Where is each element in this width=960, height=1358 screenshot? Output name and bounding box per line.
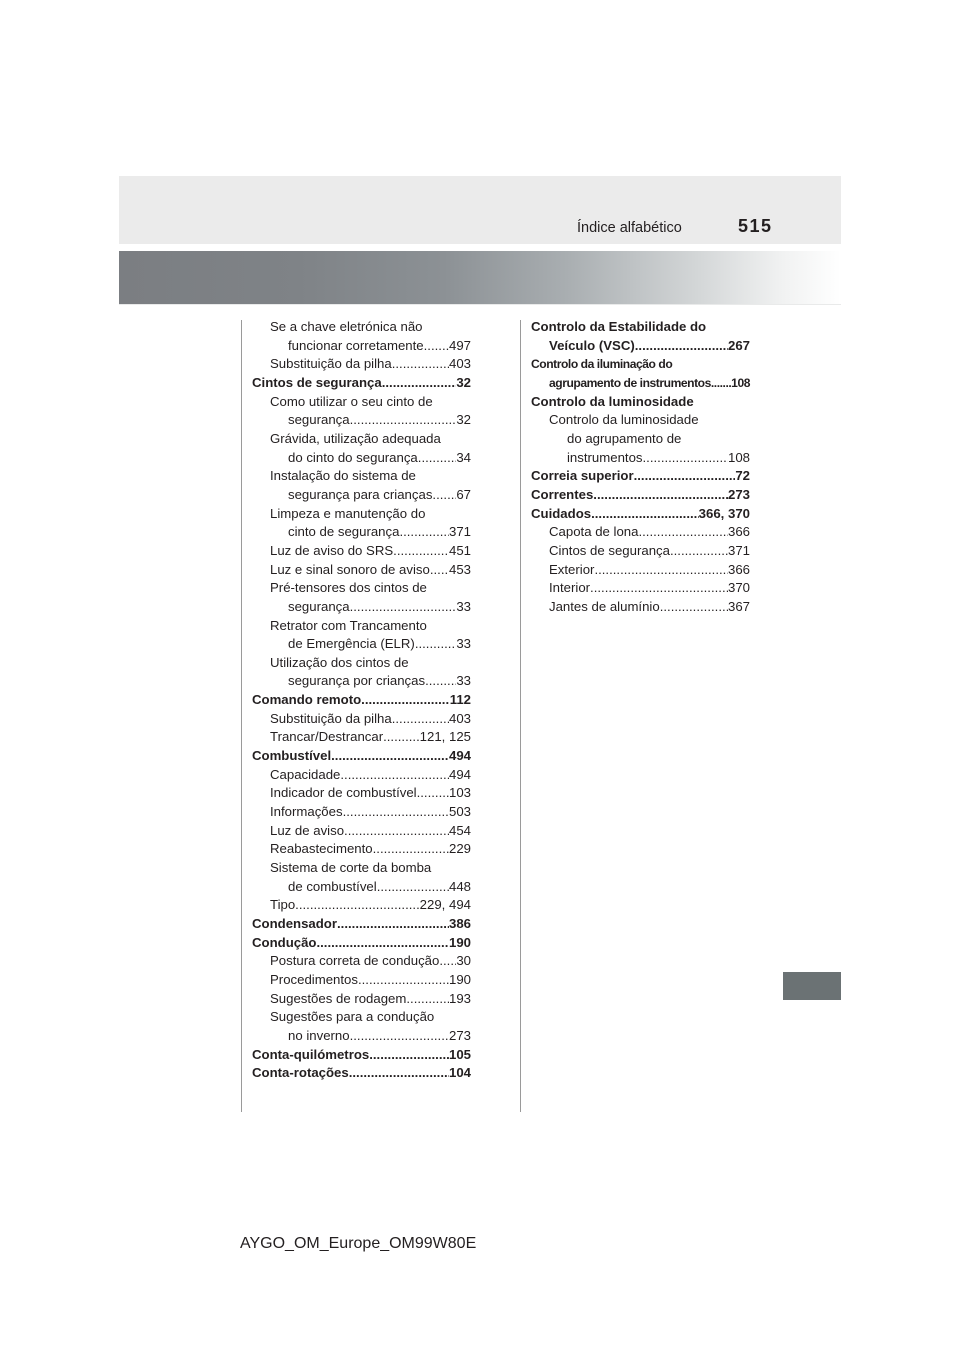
index-sub-entry bbox=[252, 766, 471, 785]
index-sub-entry bbox=[531, 523, 750, 542]
page-reference: 34 bbox=[456, 449, 471, 465]
entry-text: Substituição da pilha bbox=[270, 710, 392, 726]
dot-leader bbox=[425, 672, 456, 691]
index-sub-entry bbox=[252, 803, 471, 822]
entry-text: Veículo (VSC) bbox=[549, 337, 635, 353]
dot-leader bbox=[340, 766, 449, 785]
index-main-entry bbox=[252, 915, 471, 934]
index-entry-continuation bbox=[252, 598, 471, 617]
dot-leader bbox=[590, 579, 728, 598]
dot-leader bbox=[377, 878, 449, 897]
header-divider bbox=[119, 304, 841, 305]
dot-leader bbox=[295, 896, 419, 915]
index-sub-entry bbox=[531, 411, 750, 430]
entry-text: Controlo da luminosidade bbox=[531, 393, 694, 409]
dot-leader bbox=[430, 561, 449, 580]
index-main-entry bbox=[252, 374, 471, 393]
dot-leader bbox=[643, 449, 728, 468]
page-reference: 371 bbox=[448, 524, 471, 540]
entry-text: Procedimentos bbox=[270, 971, 358, 987]
page-reference: 494 bbox=[448, 748, 471, 764]
dot-leader bbox=[634, 467, 736, 486]
page-reference: 403 bbox=[448, 710, 471, 726]
entry-text: Cintos de segurança bbox=[252, 374, 382, 390]
dot-leader bbox=[361, 691, 450, 710]
entry-text: Comando remoto bbox=[252, 692, 362, 708]
index-entry-continuation bbox=[252, 337, 471, 356]
column-divider-middle bbox=[520, 320, 521, 1112]
index-sub-entry bbox=[252, 467, 471, 486]
dot-leader bbox=[392, 710, 449, 729]
page-reference: 32 bbox=[456, 412, 471, 428]
index-sub-entry bbox=[252, 971, 471, 990]
index-sub-entry bbox=[252, 859, 471, 878]
index-entry-continuation bbox=[252, 411, 471, 430]
page-reference: 267 bbox=[727, 337, 750, 353]
index-entry-continuation bbox=[252, 486, 471, 505]
index-entry-continuation bbox=[252, 878, 471, 897]
page-number: 515 bbox=[738, 216, 773, 236]
index-sub-entry bbox=[252, 710, 471, 729]
entry-text: Reabastecimento bbox=[270, 841, 373, 857]
page-reference: 454 bbox=[448, 822, 471, 838]
dot-leader bbox=[406, 990, 449, 1009]
entry-text: Trancar/Destrancar bbox=[270, 729, 384, 745]
index-sub-entry bbox=[252, 896, 471, 915]
dot-leader bbox=[418, 449, 457, 468]
page-reference: 386 bbox=[448, 916, 471, 931]
header-gradient-bar bbox=[119, 251, 841, 304]
page-reference: 190 bbox=[448, 934, 471, 950]
entry-text: Sugestões de rodagem bbox=[270, 990, 407, 1006]
index-main-entry bbox=[531, 393, 750, 412]
entry-text: Correntes bbox=[531, 486, 594, 502]
dot-leader bbox=[638, 523, 728, 542]
index-main-entry bbox=[252, 747, 471, 766]
header-band bbox=[119, 176, 841, 244]
header-title: Índice alfabético bbox=[577, 220, 682, 236]
index-main-entry bbox=[531, 467, 750, 486]
entry-text: de Emergência (ELR) bbox=[288, 636, 415, 652]
page-reference: 72 bbox=[735, 468, 750, 484]
entry-text: Luz de aviso do SRS bbox=[270, 542, 394, 558]
dot-leader bbox=[393, 542, 449, 561]
index-main-entry-continuation bbox=[531, 374, 750, 393]
entry-text: Controlo da luminosidade bbox=[549, 412, 699, 428]
dot-leader bbox=[350, 598, 457, 617]
page-reference: 30 bbox=[456, 953, 471, 969]
entry-text: Jantes de alumínio bbox=[549, 598, 660, 614]
entry-text: instrumentos bbox=[567, 449, 643, 465]
entry-text: Condensador bbox=[252, 916, 337, 931]
entry-text: Condução bbox=[252, 934, 317, 950]
dot-leader bbox=[343, 803, 449, 822]
page-reference: 497 bbox=[448, 337, 471, 353]
entry-text: Combustível bbox=[252, 748, 332, 764]
index-sub-entry bbox=[252, 430, 471, 449]
page-reference: 108 bbox=[727, 449, 750, 465]
dot-leader bbox=[392, 355, 449, 374]
entry-text: Sugestões para a condução bbox=[270, 1009, 435, 1025]
index-entry-continuation bbox=[252, 449, 471, 468]
page-reference: 229, 494 bbox=[419, 897, 471, 913]
index-entry-continuation bbox=[531, 430, 750, 449]
index-main-entry bbox=[252, 1064, 471, 1083]
entry-text: segurança bbox=[288, 598, 350, 614]
page-reference: 108 bbox=[731, 375, 750, 390]
index-column-left bbox=[252, 318, 471, 1083]
index-sub-entry bbox=[252, 784, 471, 803]
entry-text: Capota de lona bbox=[549, 524, 639, 540]
index-entry-continuation bbox=[252, 1027, 471, 1046]
page-reference: 494 bbox=[448, 766, 471, 782]
page-reference: 370 bbox=[727, 580, 750, 596]
index-sub-entry bbox=[252, 542, 471, 561]
index-sub-entry bbox=[531, 579, 750, 598]
section-tab-marker bbox=[783, 972, 841, 1000]
entry-text: Grávida, utilização adequada bbox=[270, 430, 441, 446]
dot-leader bbox=[358, 971, 449, 990]
page-reference: 112 bbox=[449, 692, 471, 708]
entry-text: Controlo da Estabilidade do bbox=[531, 319, 707, 334]
index-entry-continuation bbox=[252, 672, 471, 691]
index-sub-entry bbox=[252, 393, 471, 412]
entry-text: no inverno bbox=[288, 1027, 350, 1043]
column-divider-left bbox=[241, 320, 242, 1112]
entry-text: Capacidade bbox=[270, 766, 341, 782]
dot-leader bbox=[594, 561, 728, 580]
entry-text: Retrator com Trancamento bbox=[270, 617, 427, 633]
dot-leader bbox=[670, 542, 728, 561]
page-reference: 403 bbox=[448, 356, 471, 372]
index-sub-entry bbox=[252, 728, 471, 747]
dot-leader bbox=[316, 934, 449, 953]
page-reference: 193 bbox=[448, 990, 471, 1006]
entry-text: segurança bbox=[288, 412, 350, 428]
index-sub-entry bbox=[252, 505, 471, 524]
dot-leader bbox=[591, 505, 699, 524]
index-column-right bbox=[531, 318, 750, 617]
entry-text: funcionar corretamente bbox=[288, 337, 424, 353]
entry-text: Exterior bbox=[549, 561, 595, 577]
entry-text: Luz de aviso bbox=[270, 822, 345, 838]
page-reference: 121, 125 bbox=[419, 729, 471, 745]
entry-text: Conta-rotações bbox=[252, 1065, 349, 1081]
entry-text: Limpeza e manutenção do bbox=[270, 505, 426, 521]
index-sub-entry bbox=[531, 561, 750, 580]
dot-leader bbox=[349, 1064, 449, 1083]
page-reference: 273 bbox=[448, 1027, 471, 1043]
dot-leader bbox=[337, 915, 449, 934]
page-reference: 448 bbox=[448, 878, 471, 894]
entry-text: Pré-tensores dos cintos de bbox=[270, 580, 427, 596]
dot-leader bbox=[382, 374, 457, 393]
index-sub-entry bbox=[531, 542, 750, 561]
entry-text: Postura correta de condução bbox=[270, 953, 440, 969]
entry-text: Interior bbox=[549, 580, 591, 596]
entry-text: do agrupamento de bbox=[567, 430, 682, 446]
entry-text: Se a chave eletrónica não bbox=[270, 319, 423, 334]
page-reference: 32 bbox=[456, 374, 471, 390]
index-sub-entry bbox=[252, 840, 471, 859]
entry-text: Substituição da pilha bbox=[270, 356, 392, 372]
entry-text: Controlo da iluminação do bbox=[531, 357, 673, 372]
dot-leader bbox=[350, 411, 457, 430]
index-sub-entry bbox=[252, 654, 471, 673]
entry-text: Correia superior bbox=[531, 468, 634, 484]
entry-text: Informações bbox=[270, 804, 343, 820]
page-reference: 273 bbox=[727, 486, 750, 502]
index-sub-entry bbox=[252, 355, 471, 374]
page-reference: 503 bbox=[448, 804, 471, 820]
entry-text: de combustível bbox=[288, 878, 377, 894]
dot-leader bbox=[350, 1027, 449, 1046]
page-reference: 104 bbox=[448, 1065, 471, 1081]
entry-text: Indicador de combustível bbox=[270, 785, 417, 801]
dot-leader bbox=[432, 486, 456, 505]
index-sub-entry bbox=[252, 617, 471, 636]
entry-text: agrupamento de instrumentos bbox=[549, 375, 711, 390]
page-reference: 366, 370 bbox=[698, 505, 750, 521]
dot-leader bbox=[383, 728, 420, 747]
page-reference: 229 bbox=[448, 841, 471, 857]
dot-leader bbox=[424, 337, 449, 356]
document-code: AYGO_OM_Europe_OM99W80E bbox=[240, 1235, 477, 1252]
entry-text: Tipo bbox=[270, 897, 296, 913]
index-main-entry bbox=[252, 1046, 471, 1065]
index-main-entry bbox=[531, 318, 750, 337]
page-reference: 33 bbox=[456, 673, 471, 689]
dot-leader bbox=[417, 784, 449, 803]
page-reference: 367 bbox=[727, 598, 750, 614]
index-entry-continuation bbox=[252, 635, 471, 654]
index-main-entry bbox=[252, 934, 471, 953]
entry-text: Cintos de segurança bbox=[549, 542, 670, 558]
index-entry-continuation bbox=[531, 449, 750, 468]
page-reference: 451 bbox=[448, 542, 471, 558]
index-sub-entry bbox=[252, 822, 471, 841]
entry-text: Utilização dos cintos de bbox=[270, 654, 409, 670]
index-main-entry bbox=[531, 355, 750, 374]
entry-text: Sistema de corte da bomba bbox=[270, 860, 432, 876]
index-sub-entry bbox=[252, 579, 471, 598]
page-reference: 33 bbox=[456, 636, 471, 652]
page-reference: 103 bbox=[448, 785, 471, 801]
dot-leader bbox=[373, 840, 449, 859]
index-main-entry bbox=[531, 505, 750, 524]
index-sub-entry bbox=[252, 952, 471, 971]
page-reference: 190 bbox=[448, 971, 471, 987]
entry-text: segurança por crianças bbox=[288, 673, 426, 689]
index-sub-entry bbox=[531, 598, 750, 617]
index-main-entry-continuation bbox=[531, 337, 750, 356]
index-sub-entry bbox=[252, 318, 471, 337]
page-reference: 366 bbox=[727, 561, 750, 577]
dot-leader bbox=[331, 747, 449, 766]
index-sub-entry bbox=[252, 561, 471, 580]
page-reference: 105 bbox=[448, 1046, 471, 1062]
page-reference: 371 bbox=[727, 542, 750, 558]
dot-leader bbox=[593, 486, 728, 505]
entry-text: Cuidados bbox=[531, 505, 592, 521]
dot-leader bbox=[660, 598, 728, 617]
page-reference: 366 bbox=[727, 524, 750, 540]
entry-text: Como utilizar o seu cinto de bbox=[270, 393, 433, 409]
dot-leader bbox=[415, 635, 457, 654]
page-reference: 453 bbox=[448, 561, 471, 577]
index-main-entry bbox=[252, 691, 471, 710]
index-sub-entry bbox=[252, 1008, 471, 1027]
page-reference: 67 bbox=[456, 486, 471, 502]
entry-text: cinto de segurança bbox=[288, 524, 400, 540]
dot-leader bbox=[344, 822, 449, 841]
index-main-entry bbox=[531, 486, 750, 505]
entry-text: Instalação do sistema de bbox=[270, 468, 416, 484]
dot-leader bbox=[635, 337, 728, 356]
dot-leader bbox=[711, 374, 731, 393]
entry-text: Conta-quilómetros bbox=[252, 1046, 370, 1062]
page-reference: 33 bbox=[456, 598, 471, 614]
dot-leader bbox=[369, 1046, 449, 1065]
index-sub-entry bbox=[252, 990, 471, 1009]
entry-text: Luz e sinal sonoro de aviso bbox=[270, 561, 430, 577]
dot-leader bbox=[399, 523, 449, 542]
entry-text: do cinto do segurança bbox=[288, 449, 418, 465]
entry-text: segurança para crianças bbox=[288, 486, 433, 502]
index-entry-continuation bbox=[252, 523, 471, 542]
dot-leader bbox=[439, 952, 456, 971]
